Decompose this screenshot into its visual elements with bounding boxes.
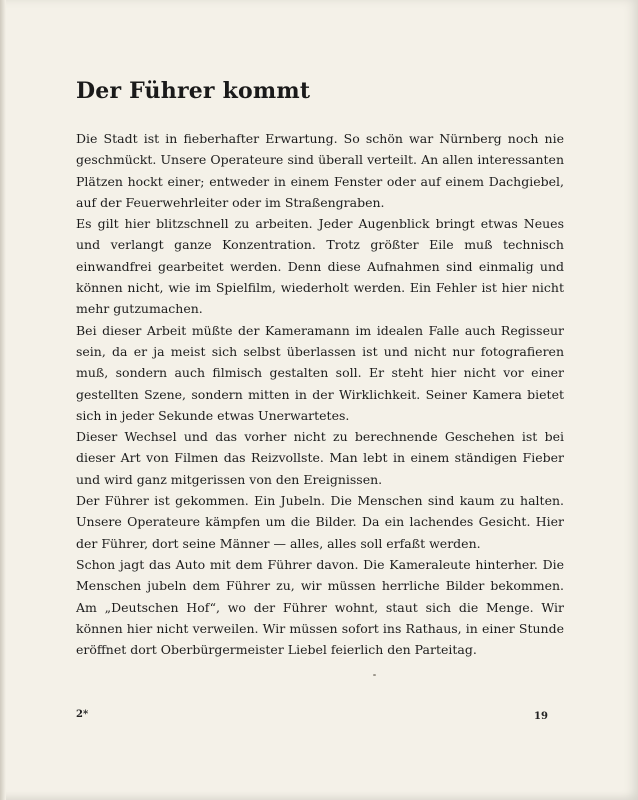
paragraph: Schon jagt das Auto mit dem Führer davon. Die Kameraleute hinterher. Die Menschen jubeln dem Führer zu, wir müssen herrliche Bilder bekommen. Am „Deutschen Hof“, wo der Führer wohnt, staut sich die Menge. Wir können hier nicht verweilen. Wir müssen sofort ins Rathaus, in einer Stunde eröffnet dort Oberbürgermeister Liebel feierlich den Parteitag. bbox=[76, 556, 564, 658]
page-spine-shadow bbox=[0, 0, 6, 800]
paragraph: Dieser Wechsel und das vorher nicht zu berechnende Geschehen ist bei dieser Art von Filmen das Reizvollste. Man lebt in einem ständigen Fieber und wird ganz mitgerissen von den Ereignissen. bbox=[76, 429, 564, 487]
chapter-heading: Der Führer kommt bbox=[76, 78, 311, 104]
paper-speck bbox=[373, 674, 376, 676]
paragraph: Die Stadt ist in fieberhafter Erwartung. So schön war Nürnberg noch nie geschmückt. Unsere Operateure sind überall verteilt. An allen interessanten Plätzen hockt einer; entweder in einem Fenster oder auf einem Dachgiebel, auf der Feuerwehrleiter oder im Straßengraben. bbox=[76, 131, 564, 210]
sheet-signature: 2* bbox=[76, 709, 89, 720]
body-text bbox=[76, 128, 564, 660]
paragraph: Der Führer ist gekommen. Ein Jubeln. Die Menschen sind kaum zu halten. Unsere Operateure kämpfen um die Bilder. Da ein lachendes Gesicht. Hier der Führer, dort seine Männer — alles, alles soll erfaßt werden. bbox=[76, 493, 564, 551]
paragraph: Bei dieser Arbeit müßte der Kameramann im idealen Falle auch Regisseur sein, da er ja meist sich selbst überlassen ist und nicht nur fotografieren muß, sondern auch filmisch gestalten soll. Er steht hier nicht vor einer gestellten Szene, sondern mitten in der Wirklichkeit. Seiner Kamera bietet sich in jeder Sekunde etwas Unerwartetes. bbox=[76, 322, 564, 423]
paragraph: Es gilt hier blitzschnell zu arbeiten. Jeder Augenblick bringt etwas Neues und verlangt ganze Konzentration. Trotz größter Eile muß technisch einwandfrei gearbeitet werden. Denn diese Aufnahmen sind einmalig und können nicht, wie im Spielfilm, wiederholt werden. Ein Fehler ist hier nicht mehr gutzumachen. bbox=[76, 216, 564, 317]
page-number: 19 bbox=[534, 711, 548, 722]
